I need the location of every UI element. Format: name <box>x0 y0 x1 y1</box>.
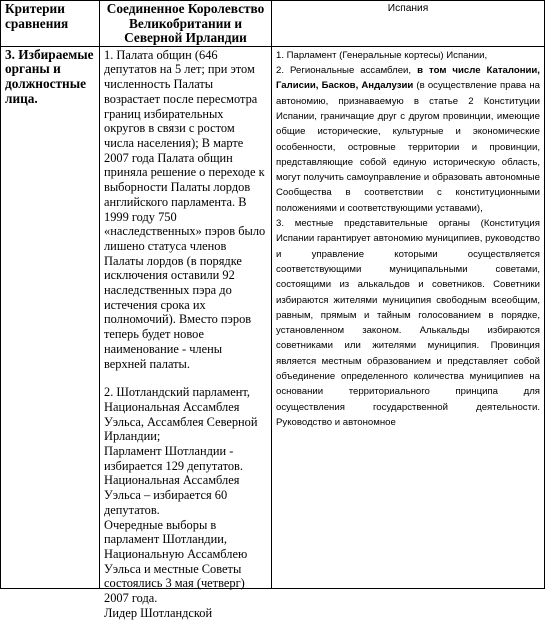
spain-paragraph <box>276 63 540 216</box>
header-spain: Испания <box>272 1 545 47</box>
table-header-row <box>1 1 545 47</box>
uk-paragraph: 2. Шотландский парламент, Национальная Ассамблея Уэльса, Ассамблея Северной Ирландии; <box>104 385 258 444</box>
header-criteria: Критерии сравнения <box>1 1 100 47</box>
uk-paragraph: 1. Палата общин (646 депутатов на 5 лет; при этом численность Палаты возрастает после пересмотра границ избирательных округов в связи с ростом числа населения); В марте 2007 года Палата общин приняла решение о переходе к выборности Палаты лордов английского парламента. В 1999 году 750 «наследственных» пэров было лишено статуса членов Палаты лордов (в порядке исключения оставили 92 наследственных пэра до истечения срока их полномочий). Вместо пэров теперь будет новое наименование - члены верхней палаты. <box>104 47 266 371</box>
spain-text: 2. Региональные ассамблеи, <box>276 65 418 77</box>
spain-cell <box>272 46 545 588</box>
uk-cell <box>100 46 272 620</box>
uk-paragraph: Парламент Шотландии - избирается 129 депутатов. <box>104 444 243 473</box>
table-row <box>1 46 545 588</box>
spain-text: (в осуществление права на автономию, признаваемую в статье 2 Конституции Испании, граничащие друг с другом провинции, имеющие общие исторические, культурные и экономические особенности, островные территории и провинции, представляющие собой единую историческую область, могут получить самоуправление и образовать автономные Сообщества в соответствии с конституционными положениями и соответствующими уставами), <box>276 80 540 214</box>
header-uk: Соединенное Королевство Великобритании и Северной Ирландии <box>100 1 272 47</box>
spain-paragraph: 1. Парламент (Генеральные кортесы) Испании, <box>276 49 488 61</box>
uk-paragraph: Национальная Ассамблея Уэльса – избирается 60 депутатов. <box>104 473 240 517</box>
uk-paragraph: Очередные выборы в парламент Шотландии, Национальную Ассамблею Уэльса и местные Советы состоялись 3 мая (четверг) 2007 года. <box>104 517 248 606</box>
spain-paragraph: 3. местные представительные органы (Конституция Испании гарантирует автономию муниципиев, руководство и управление которыми осуществляется соответствующими муниципальными советами, состоящими из алькальдов и советников. Советники избираются жителями муниципия свободным всеобщим, равным, прямым и тайным голосованием в порядке, установленном законом. Алькальды избираются советниками или жителями муниципия. Провинция является местным образованием и представляет собой объединение определенного количества муниципиев на основании территориального принципа для осуществления государственной деятельности. Руководство и автономное <box>276 218 540 428</box>
criterion-cell <box>1 46 100 588</box>
uk-paragraph: Лидер Шотландской <box>104 605 213 620</box>
spain-bold-regions: в том числе Каталонии, Галисии, Басков, Андалузии <box>276 65 540 92</box>
criterion-text: 3. Избираемые органы и должностные лица. <box>5 46 94 106</box>
